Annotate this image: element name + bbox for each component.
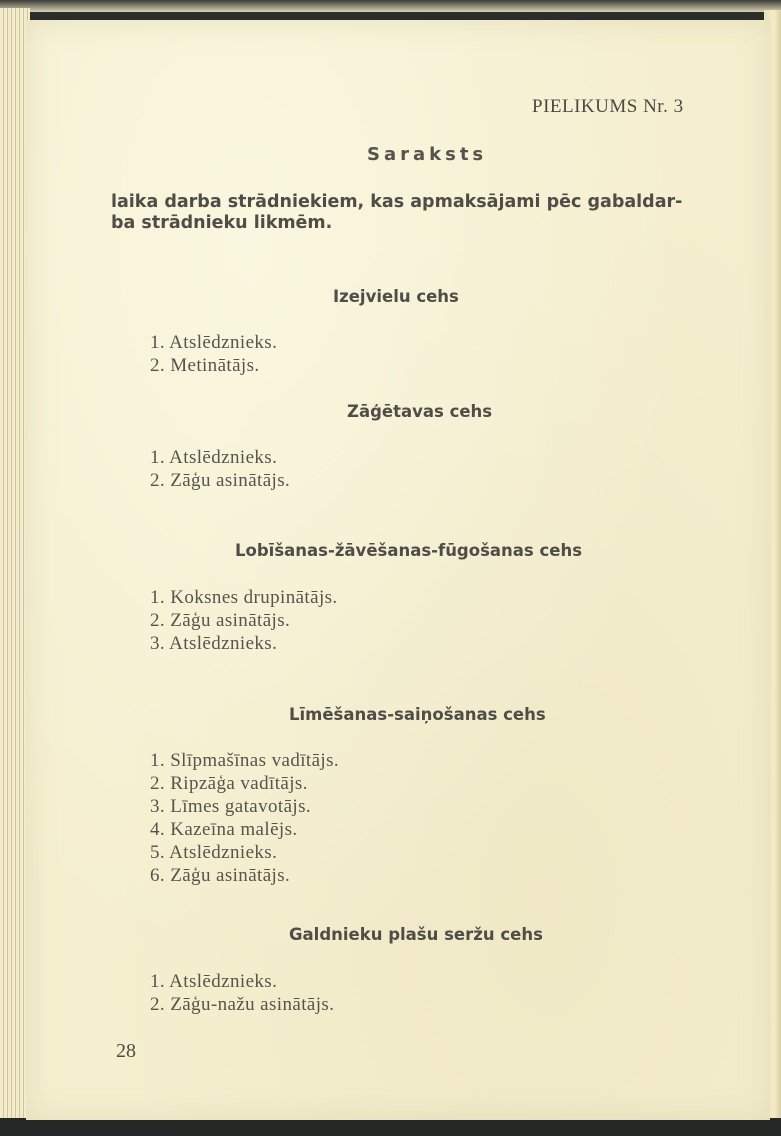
document-title: Saraksts <box>367 144 488 165</box>
list-item: 1. Slīpmašīnas vadītājs. <box>150 750 340 771</box>
section-heading-zagetavas: Zāģētavas cehs <box>347 402 493 421</box>
document-subtitle <box>111 192 751 234</box>
list-item: 2. Zāģu asinātājs. <box>150 470 291 491</box>
list-item: 5. Atslēdznieks. <box>150 842 278 863</box>
list-item: 1. Atslēdznieks. <box>150 971 278 992</box>
list-item: 2. Ripzāģa vadītājs. <box>150 773 308 794</box>
section-list-zagetavas <box>150 446 290 492</box>
book-page <box>26 20 770 1120</box>
book-top-edge <box>0 0 781 12</box>
page-number: 28 <box>116 1040 136 1062</box>
list-item: 2. Zāģu-nažu asinātājs. <box>150 994 335 1015</box>
section-heading-izejvielu: Izejvielu cehs <box>333 287 459 306</box>
list-item: 4. Kazeīna malējs. <box>150 819 298 840</box>
section-list-limesanas <box>150 749 339 887</box>
list-item: 3. Līmes gatavotājs. <box>150 796 312 817</box>
book-bottom-shadow <box>0 1118 781 1136</box>
subtitle-line-2: ba strādnieku likmēm. <box>111 213 333 233</box>
list-item: 3. Atslēdznieks. <box>150 633 278 654</box>
section-heading-galdnieku: Galdnieku plašu seržu cehs <box>289 925 543 944</box>
section-list-lobisanas <box>150 586 338 655</box>
subtitle-line-1: laika darba strādniekiem, kas apmaksājami pēc gabaldar- <box>111 192 683 212</box>
list-item: 2. Zāģu asinātājs. <box>150 610 291 631</box>
list-item: 1. Atslēdznieks. <box>150 447 278 468</box>
list-item: 1. Atslēdznieks. <box>150 332 278 353</box>
section-list-izejvielu <box>150 331 277 377</box>
list-item: 1. Koksnes drupinātājs. <box>150 587 338 608</box>
section-heading-limesanas: Līmēšanas-saiņošanas cehs <box>289 705 546 724</box>
list-item: 6. Zāģu asinātājs. <box>150 865 291 886</box>
section-heading-lobisanas: Lobīšanas-žāvēšanas-fūgošanas cehs <box>235 541 583 560</box>
list-item: 2. Metinātājs. <box>150 355 260 376</box>
section-list-galdnieku <box>150 970 334 1016</box>
appendix-label: PIELIKUMS Nr. 3 <box>532 96 684 117</box>
